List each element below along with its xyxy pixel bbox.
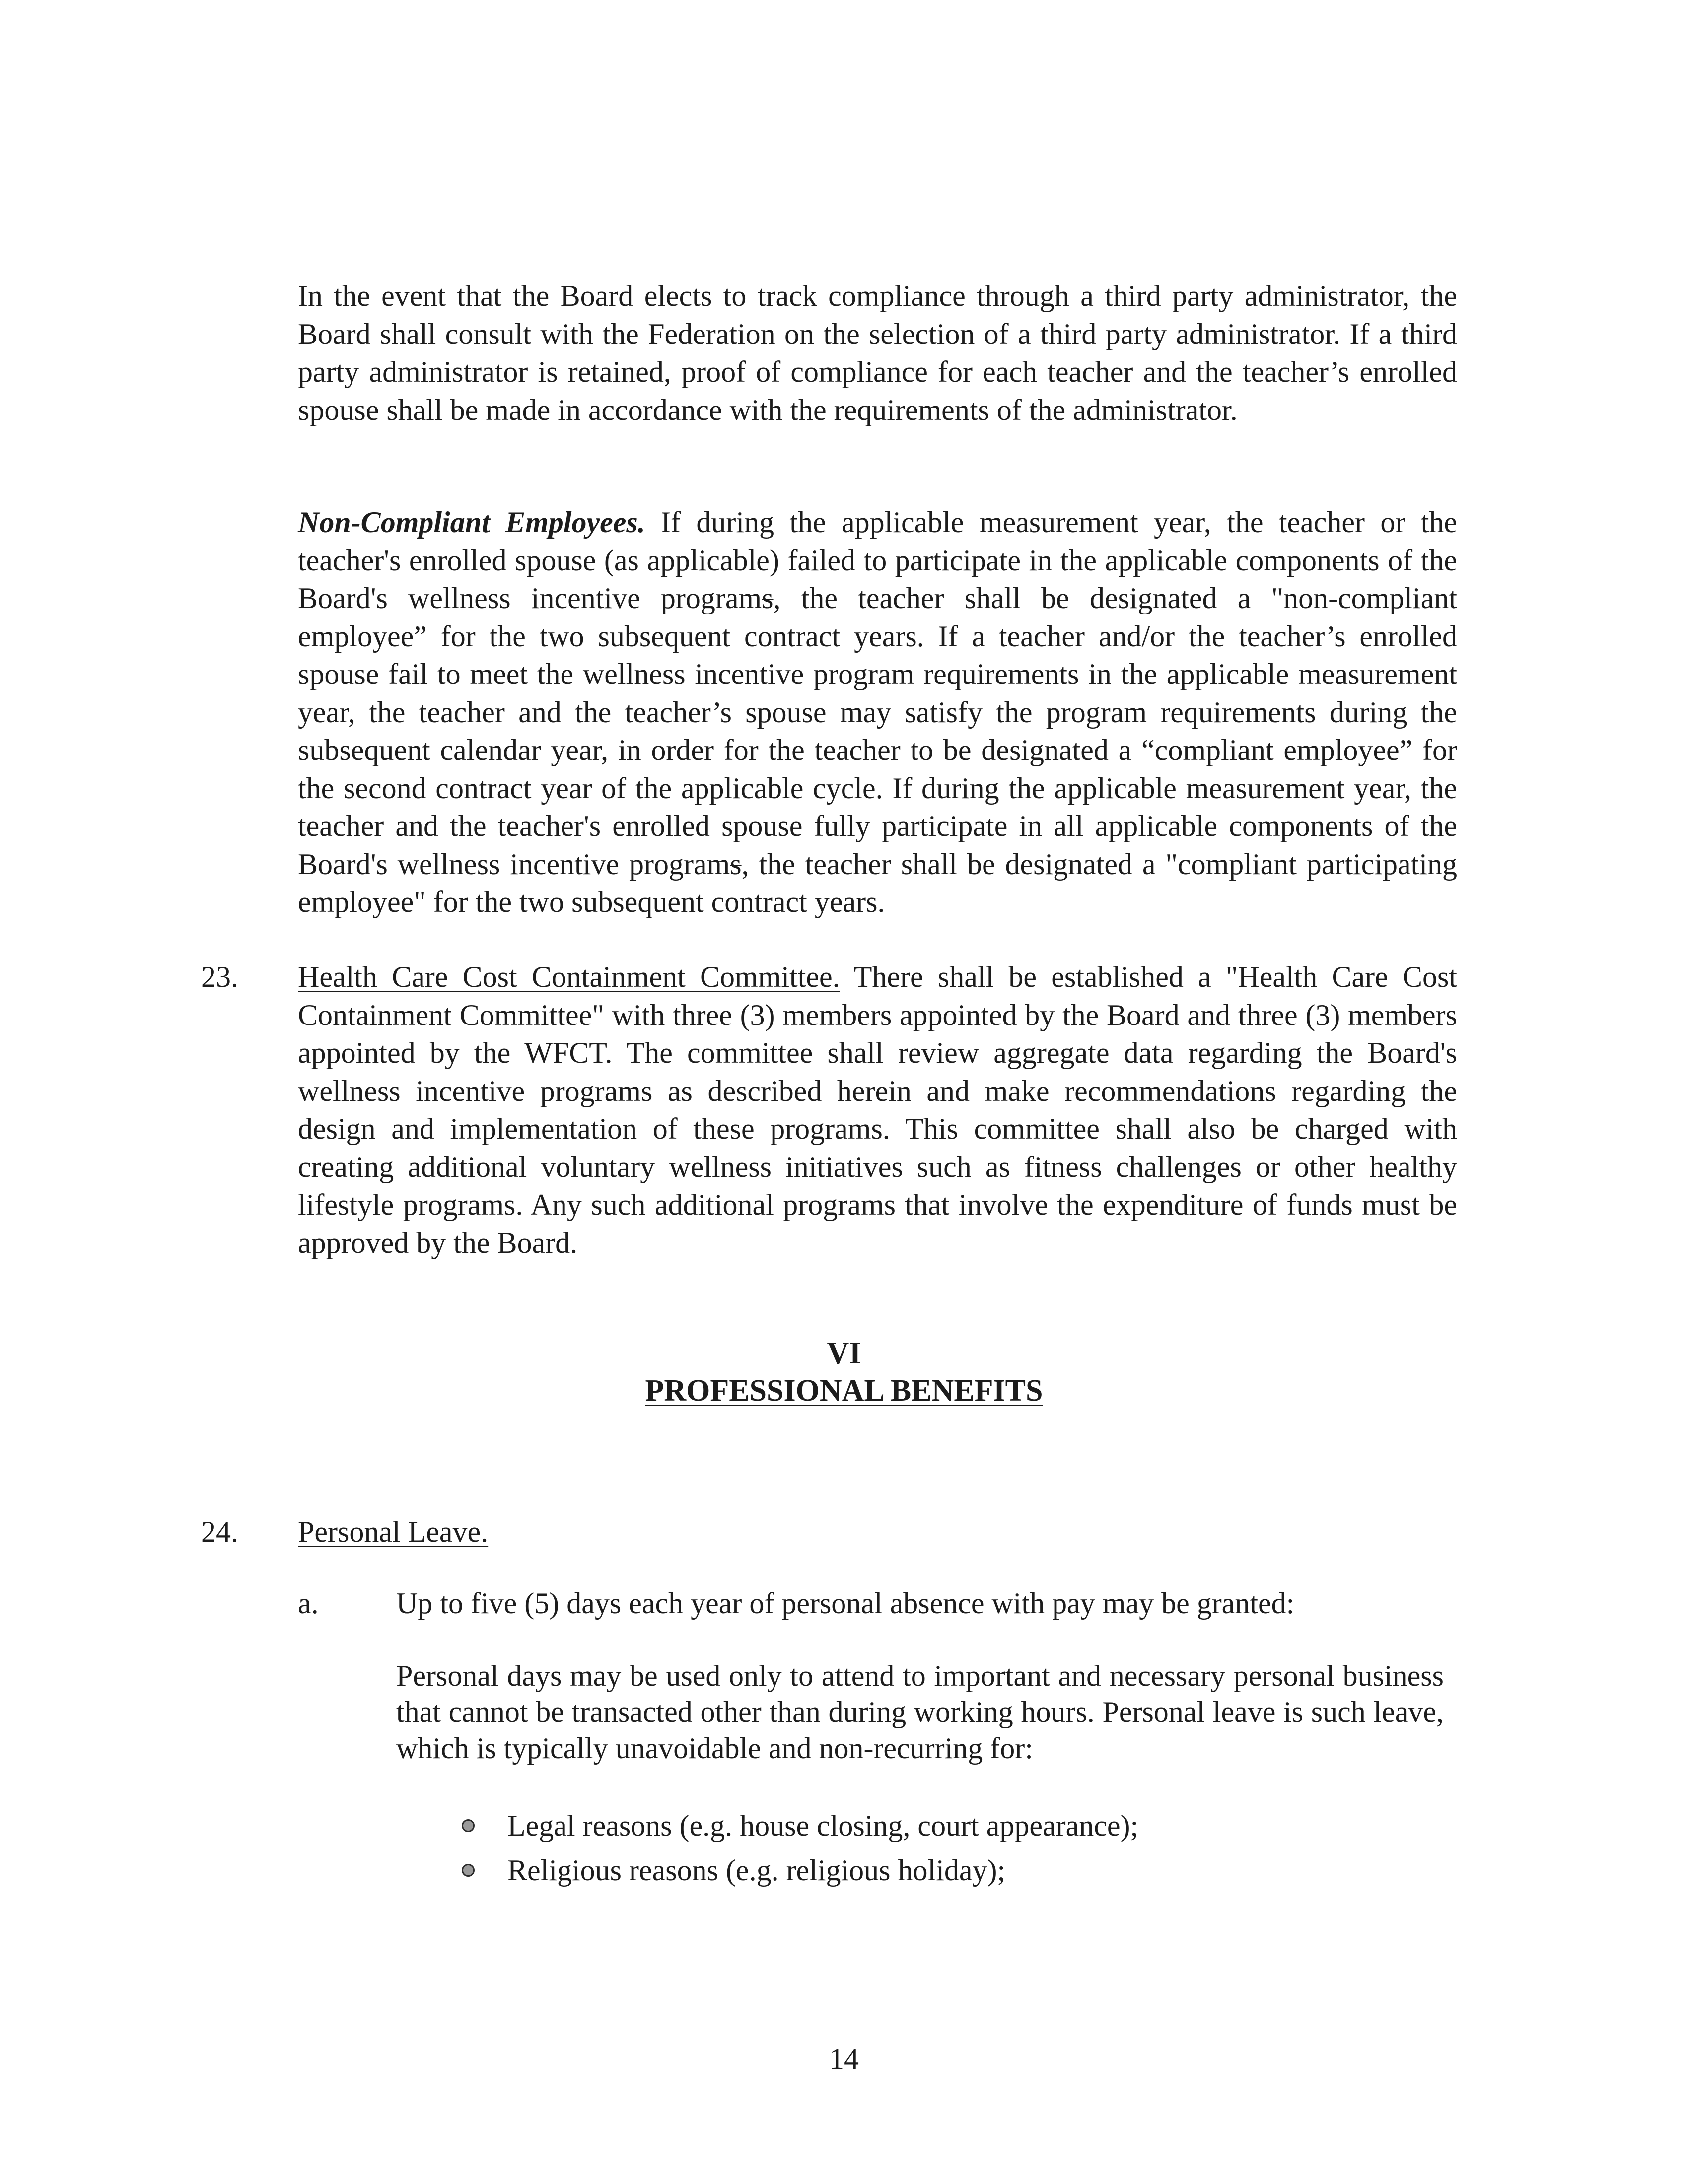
bullet-dot-icon [462, 1819, 475, 1832]
section-23-title: Health Care Cost Containment Committee. [298, 960, 840, 993]
bullet-item-legal: Legal reasons (e.g. house closing, court appearance); [507, 1809, 1139, 1842]
non-compliant-text-part1: If during the applicable measurement year, the teacher or the teacher's enrolled spouse (as applicable) failed to participate in the applicable components of the Board's wellness incentive program [298, 506, 1458, 614]
article-numeral: VI [827, 1336, 861, 1370]
section-24-number: 24. [201, 1515, 238, 1548]
struck-letter-1: s [762, 582, 774, 614]
bullet-dot-icon [462, 1864, 475, 1877]
subsection-a-intro: Up to five (5) days each year of personal absence with pay may be granted: [396, 1587, 1295, 1620]
non-compliant-text-part2: , the teacher shall be designated a "non-compliant employee” for the two subsequent contract years. If a teacher and/or the teacher’s enrolled spouse fail to meet the wellness incentive program requirements in the applicable measurement year, the teacher and the teacher’s spouse may satisfy the program requirements during the subsequent calendar year, in order for the teacher to be designated a “compliant employee” for the second contract year of the applicable cycle. If during the applicable measurement year, the teacher and the teacher's enrolled spouse fully participate in all applicable components of the Board's wellness incentive program [298, 582, 1457, 881]
subsection-a-paragraph: Personal days may be used only to attend to important and necessary personal business that cannot be transacted other than during working hours. Personal leave is such leave, which is typically unavoidable and non-recurring for: [396, 1659, 1444, 1765]
paragraph-third-party-administrator: In the event that the Board elects to track compliance through a third party administrator, the Board shall consult with the Federation on the selection of a third party administrator. If a third party administrator is retained, proof of compliance for each teacher and the teacher’s enrolled spouse shall be made in accordance with the requirements of the administrator. [298, 279, 1457, 426]
non-compliant-text-part3: , the teacher shall be designated a "compliant participating employee" for the two subsequent contract years. [298, 847, 1457, 918]
section-23-number: 23. [201, 960, 238, 993]
paragraph-non-compliant-employees [298, 503, 1457, 921]
article-title [0, 1372, 1688, 1410]
article-title-text: PROFESSIONAL BENEFITS [645, 1374, 1043, 1408]
bullet-item-religious: Religious reasons (e.g. religious holiday); [507, 1854, 1006, 1887]
struck-letter-2: s [730, 847, 742, 881]
page-number: 14 [829, 2043, 859, 2075]
section-24-title: Personal Leave. [298, 1515, 489, 1548]
subsection-a-label: a. [298, 1587, 319, 1620]
section-23-text: There shall be established a "Health Care Cost Containment Committee" with three (3) members appointed by the Board and three (3) members appointed by the WFCT. The committee shall review aggregate data regarding the Board's wellness incentive programs as described herein and make recommendations regarding the design and implementation of these programs. This committee shall also be charged with creating additional voluntary wellness initiatives such as fitness challenges or other healthy lifestyle programs. Any such additional programs that involve the expenditure of funds must be approved by the Board. [298, 960, 1458, 1259]
non-compliant-heading: Non-Compliant Employees. [298, 506, 645, 539]
section-23-paragraph [298, 958, 1457, 1262]
